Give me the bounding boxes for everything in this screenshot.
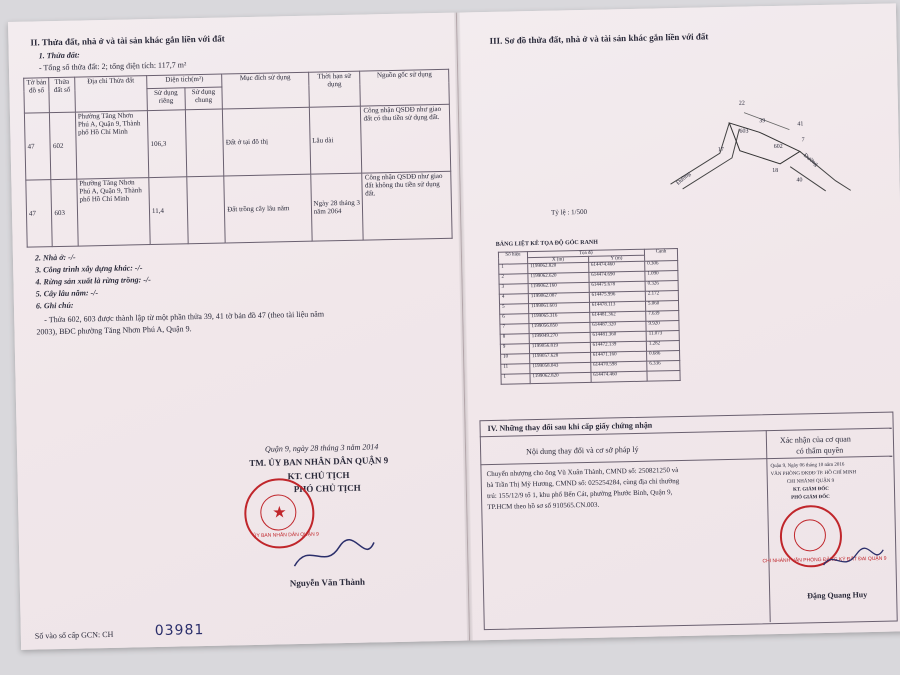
map-scale: Tỷ lệ : 1/500: [551, 207, 588, 217]
coord-cell-x: 1199062.820: [530, 372, 591, 383]
coord-cell-y: 614474.460: [588, 261, 644, 272]
land-heading: 1. Thửa đất:: [38, 50, 80, 61]
stamp-text: ỦY BAN NHÂN DÂN QUẬN 9: [252, 531, 319, 539]
col-content-header: Nội dung thay đổi và cơ sở pháp lý: [526, 444, 639, 457]
cell-address: Phường Tăng Nhơn Phú A, Quận 9, Thành phố Hồ Chí Minh: [75, 110, 149, 179]
th-point: Số hiệu: [498, 252, 527, 265]
map-label-39: 39: [759, 118, 766, 125]
table-row: [24, 104, 450, 180]
coord-cell-edge: 9.920: [646, 321, 679, 332]
confirm-org1: VĂN PHÒNG ĐKĐĐ TP. HỒ CHÍ MINH: [770, 470, 857, 478]
item-notes: 6. Ghi chú:: [35, 300, 74, 311]
th-area: Diện tích(m²): [147, 74, 222, 89]
right-page: [457, 3, 900, 640]
sign-date: Quận 9, ngày 28 tháng 3 năm 2014: [264, 442, 379, 454]
coord-cell-n: 11: [501, 364, 530, 375]
coord-cell-x: 1199056.819: [529, 342, 590, 353]
map-label-41: 41: [797, 121, 804, 128]
coord-cell-edge: 0.306: [645, 261, 678, 272]
coord-cell-edge: 5.060: [645, 301, 678, 312]
coord-cell-y: 614472.139: [590, 341, 646, 352]
th-edge: Cạnh: [644, 249, 677, 262]
coord-cell-n: 8: [500, 334, 529, 345]
item-trees: 5. Cây lâu năm: -/-: [35, 288, 99, 299]
confirm-role2: PHÓ GIÁM ĐỐC: [791, 494, 830, 501]
coord-cell-n: 6: [500, 314, 529, 325]
cell-area-common: [185, 109, 224, 177]
coord-cell-x: 1199062.087: [528, 292, 589, 303]
cell-sheet: 47: [24, 112, 51, 180]
map-label-7: 7: [801, 137, 805, 144]
coord-cell-x: 1199062.820: [528, 262, 589, 273]
coord-table: [498, 248, 681, 385]
coord-cell-y: 614474.690: [589, 271, 645, 282]
map-label-40: 40: [796, 177, 803, 184]
section3-title: III. Sơ đồ thửa đất, nhà ở và tài sản khác gắn liền với đất: [489, 31, 709, 46]
th-parcel-no: Thửa đất số: [49, 77, 75, 112]
cell-address: Phường Tăng Nhơn Phú A, Quận 9, Thành phố Hồ Chí Minh: [77, 177, 151, 246]
parcel-table: [23, 69, 452, 248]
th-x: X (m): [528, 256, 589, 263]
map-label-17: 17: [717, 147, 724, 154]
confirm-signer: Đặng Quang Huy: [807, 590, 868, 601]
th-map-sheet: Tờ bản đồ số: [24, 78, 50, 113]
coord-cell-n: 9: [500, 344, 529, 355]
section4-title: IV. Những thay đổi sau khi cấp giấy chứng nhận: [487, 420, 653, 434]
map-label-602: 602: [773, 143, 783, 150]
cell-origin: Công nhận QSDĐ như giao đất có thu tiền sử dụng đất.: [361, 104, 451, 173]
note-line2: 2003), BĐC phường Tăng Nhơn Phú A, Quận 9.: [36, 324, 192, 337]
coord-cell-edge: [647, 371, 680, 382]
confirm-date: Quận 9, Ngày 06 tháng 10 năm 2016: [770, 462, 845, 470]
coord-cell-edge: 6.336: [647, 361, 680, 372]
coord-cell-y: 614474.460: [591, 371, 647, 382]
coord-cell-y: 614478.113: [589, 301, 645, 312]
stamp2-text: CHI NHÁNH VĂN PHÒNG ĐĂNG KÝ ĐẤT ĐAI QUẬN 9: [762, 555, 887, 565]
confirm-role1: KT. GIÁM ĐỐC: [792, 486, 829, 493]
map-label-603: 603: [739, 128, 749, 135]
map-label-22: 22: [738, 100, 745, 107]
coord-cell-edge: 1.282: [646, 341, 679, 352]
coord-cell-x: 1199058.043: [530, 362, 591, 373]
coord-cell-y: 614487.320: [590, 321, 646, 332]
coord-cell-x: 1199062.620: [528, 272, 589, 283]
map-label-18: 18: [772, 167, 779, 175]
sign-org: TM. ỦY BAN NHÂN DÂN QUẬN 9: [249, 455, 389, 469]
item-construction: 3. Công trình xây dựng khác: -/-: [35, 263, 143, 275]
th-address: Địa chỉ Thửa đất: [74, 76, 147, 112]
cell-purpose: Đất trồng cây lâu năm: [224, 174, 312, 243]
coord-cell-n: 5: [500, 304, 529, 315]
coord-cell-edge: 7.639: [646, 311, 679, 322]
coord-cell-n: 10: [501, 354, 530, 365]
registry-number: 03981: [154, 622, 205, 640]
coord-cell-x: 1199049.270: [529, 332, 590, 343]
coord-cell-edge: 11.073: [646, 331, 679, 342]
section2-title: II. Thửa đất, nhà ở và tài sản khác gắn liền với đất: [30, 33, 225, 48]
item-house: 2. Nhà ở: -/-: [34, 252, 76, 263]
coord-cell-edge: 2.172: [645, 291, 678, 302]
coord-cell-x: 1199056.850: [529, 322, 590, 333]
sign-role1: KT. CHỦ TỊCH: [287, 469, 350, 482]
cell-sheet: 47: [26, 179, 53, 247]
coord-cell-n: 1: [499, 264, 528, 275]
th-y: Y (m): [588, 255, 644, 262]
land-summary: - Tổng số thửa đất: 2; tổng diện tích: 117,7 m²: [38, 60, 187, 73]
item-forest: 4. Rừng sản xuất là rừng trồng: -/-: [35, 275, 151, 287]
coord-cell-n: 1: [501, 374, 530, 385]
coord-cell-edge: 0.686: [647, 351, 680, 362]
signature-right: [818, 544, 889, 575]
change-line1: Chuyển nhượng cho ông Vũ Xuân Thành, CMND số: 250821250 và: [486, 466, 679, 479]
note-line1: - Thửa 602, 603 được thành lập từ một phần thửa 39, 41 tờ bản đồ 47 (theo tài liệu năm: [44, 309, 325, 325]
signature-left: [289, 534, 380, 576]
registry-label: Số vào sổ cấp GCN: CH: [34, 629, 114, 641]
coord-cell-x: 1199061.603: [529, 302, 590, 313]
coord-cell-x: 1199057.628: [530, 352, 591, 363]
cell-term: Ngày 28 tháng 3 năm 2064: [310, 173, 363, 241]
coord-cell-y: 614481.360: [590, 331, 646, 342]
change-line2: bà Trần Thị Mỹ Hương, CMND số: 025254284, cùng địa chỉ thường: [486, 477, 680, 490]
coord-cell-y: 614475.678: [589, 281, 645, 292]
coord-cell-x: 1199065.316: [529, 312, 590, 323]
change-line4: TP.HCM theo hồ sơ số 910565.CN.003.: [487, 500, 600, 512]
star-icon: ★: [272, 504, 287, 522]
cell-origin: Công nhận QSDĐ như giao đất không thu tiền sử dụng đất.: [362, 171, 452, 240]
coord-cell-n: 7: [500, 324, 529, 335]
coord-cell-edge: 0.326: [645, 281, 678, 292]
coord-cell-y: 614475.996: [589, 291, 645, 302]
parcel-map: [659, 90, 861, 204]
table-row: [26, 171, 452, 247]
coord-cell-x: 1199062.160: [528, 282, 589, 293]
th-term: Thời hạn sử dụng: [308, 71, 361, 107]
change-line3: trú: 155/12/9 tổ 1, khu phố Bến Cát, phường Phước Bình, Quận 9,: [486, 488, 673, 501]
confirm-org2: CHI NHÁNH QUẬN 9: [786, 478, 835, 485]
th-area-common: Sử dụng chung: [185, 87, 223, 109]
th-purpose: Mục đích sử dụng: [222, 72, 309, 108]
coord-cell-n: 3: [499, 284, 528, 295]
coord-cell-n: 4: [499, 294, 528, 305]
coord-cell-edge: 1.090: [645, 271, 678, 282]
col-confirm-header1: Xác nhận của cơ quan: [779, 434, 851, 445]
signer-name: Nguyễn Văn Thành: [289, 576, 366, 589]
map-label-road1: Đường: [675, 171, 693, 187]
th-area-private: Sử dụng riêng: [147, 88, 185, 110]
sign-role2: PHÓ CHỦ TỊCH: [293, 482, 361, 495]
map-label-road2: Đường: [802, 152, 819, 168]
coord-title: BẢNG LIỆT KÊ TỌA ĐỘ GÓC RANH: [495, 239, 598, 248]
coord-cell-y: 614470.598: [591, 361, 647, 372]
col-confirm-header2: có thẩm quyền: [796, 445, 844, 456]
cell-purpose: Đất ở tại đô thị: [223, 107, 311, 176]
th-origin: Nguồn gốc sử dụng: [360, 69, 449, 106]
cell-parcel: 603: [51, 179, 78, 247]
th-coords: Tọa độ: [527, 249, 644, 257]
coord-cell-y: 614471.160: [590, 351, 646, 362]
certificate-paper: [8, 3, 900, 649]
coord-cell-n: 2: [499, 274, 528, 285]
cell-area-private: 11,4: [149, 177, 188, 245]
cell-area-private: 106,3: [147, 109, 186, 177]
cell-area-common: [186, 176, 225, 244]
cell-parcel: 602: [50, 112, 77, 180]
coord-cell-y: 614481.362: [589, 311, 645, 322]
cell-term: Lâu dài: [309, 106, 362, 174]
left-page: [8, 13, 470, 650]
